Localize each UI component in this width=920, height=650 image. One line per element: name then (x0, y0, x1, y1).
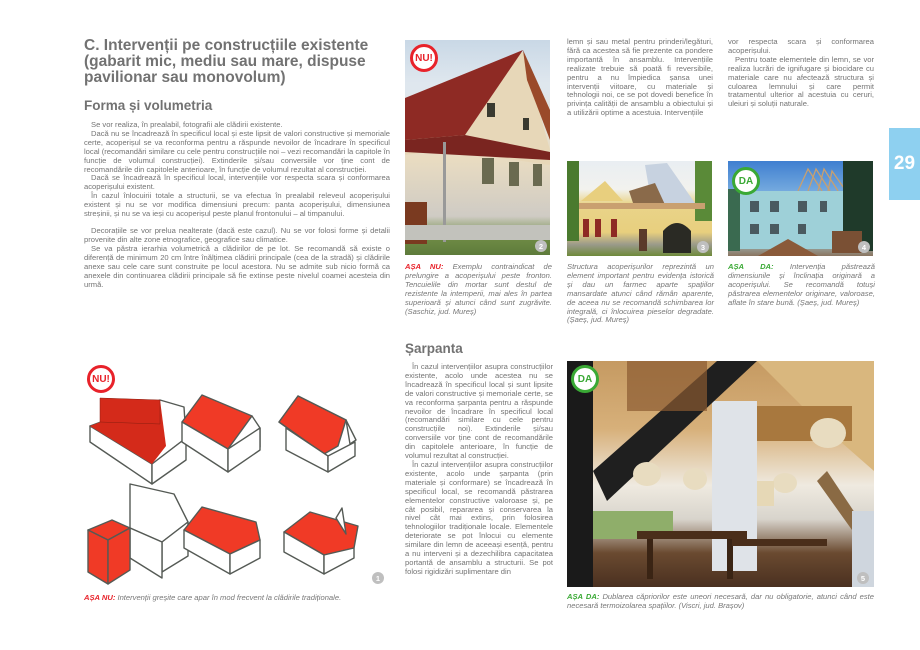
paragraph: Dacă se încadrează în specificul local, intervențiile vor respecta scara și conformarea acoperișului existent. (84, 173, 390, 192)
section-heading-sarpanta: Șarpanta (405, 341, 463, 356)
interior-illustration (567, 361, 874, 587)
figure-number: 3 (697, 241, 709, 253)
caption-text: Structura acoperișurilor reprezintă un element important pentru evidența istorică și dau un farmec aparte spațiilor mansardate atunci când rămân aparente, de aceea nu se recomandă schimbarea lor integrală, ci înlocuirea pieselor degradate. (Șaeș, jud. Mureș) (567, 262, 714, 325)
figure-4-caption (728, 263, 875, 308)
section-sarpanta-text (405, 363, 553, 577)
paragraph: lemn și sau metal pentru prinderi/legături, fără ca acestea să fie prezente ca pondere importantă în ansamblu. Intervențiile realizate trebuie să poată fi reversibile, pentru a nu împiedica șansa unei intervenții viitoare, cu materiale și tehnologii noi, ce se pot dovedi benefice în privința calității de ansamblu a obiectului și a utilizării optime a acestuia. Intervențiile (567, 37, 713, 118)
nu-badge: NU! (410, 44, 438, 72)
figure-2-photo (405, 40, 550, 255)
figure-number: 4 (858, 241, 870, 253)
section-forma-text (84, 121, 390, 290)
caption-label-nu: AȘA NU: (405, 262, 444, 271)
paragraph: În cazul intervențiilor asupra construcțiilor existente, acolo unde șarpanta (prin materiale și conformare) se încadrează în specificul local, se recomandă păstrarea elementelor constructive valoroase și, pe cât posibil, repararea și conservarea la nivel cât mai extins, prin folosirea tehnologiilor tradiționale locale. Elementele deteriorate se pot înlocui cu elemente similare din lemn de aceeași esență, pentru a nu interveni și a dezechilibra capacitatea portantă de ansamblu a structurii. Se pot folosi rigidizări suplimentare din (405, 459, 553, 576)
caption-text: Intervenții greșite care apar în mod frecvent la clădirile tradiționale. (115, 593, 342, 602)
caption-label-nu: AȘA NU: (84, 593, 116, 602)
paragraph: Pentru toate elementele din lemn, se vor realiza lucrări de ignifugare și biocidare cu materiale care nu afectează structura și culoarea lemnului și care permit tratamentul ulterior al acestuia cu ceruri, uleiuri și soluții naturale. (728, 54, 874, 109)
house-illustration (405, 40, 550, 255)
paragraph: Dacă nu se încadrează în specificul local și este lipsit de valori constructive și memoriale certe, acoperișul se va reconforma pentru a răspunde nevoilor de încadrare în specificul local (recomandări similare cu cele pentru construcțiile noi – vezi recomandări la capitole în funcție de volumul construcției). Extinderile și/sau conversiile vor ține cont de recomandările din capitolele anterioare, în funcție de volumul rezultat al construcției. (84, 128, 391, 174)
da-badge: DA (571, 365, 599, 393)
paragraph: Decorațiile se vor prelua nealterate (dacă este cazul). Nu se vor folosi forme și detalii provenite din alte zone etnografice, geografice sau climatice. (84, 226, 390, 245)
paragraph: În cazul înlocuirii totale a structurii, se va efectua în prealabil releveul acoperișului existent și nu se vor modifica dimensiuni precum: panta acoperișului, dimensiunea streșinii, și nu se va ieși cu acoperișul peste planul frontonului – al timpanului. (84, 191, 390, 219)
column-4-text (728, 38, 874, 109)
figure-3-caption (567, 263, 714, 325)
paragraph: Se vor realiza, în prealabil, fotografii ale clădirii existente. (91, 120, 283, 129)
caption-label-da: AȘA DA: (728, 262, 774, 271)
house-renovation-illustration (567, 161, 712, 256)
roof-diagram-illustration (84, 362, 390, 587)
section-heading-forma: Forma și volumetria (84, 98, 213, 113)
figure-number: 1 (372, 572, 384, 584)
page-number-tab: 29 (889, 128, 920, 200)
caption-text: Exemplu contraindicat de prelungire a acoperișului peste fronton. Tencuielile din mortar sunt destul de rezistente la intemperii, mai ales în partea superioară și atunci când sunt zugrăvite. (Saschiz, jud. Mureș) (405, 262, 552, 316)
figure-1-caption (84, 594, 394, 603)
paragraph: vor respecta scara și conformarea acoperișului. (728, 37, 874, 55)
caption-text: Dublarea căpriorilor este uneori necesară, dar nu obligatorie, atunci când este necesară termoizolarea spațiilor. (Viscri, jud. Brașov) (567, 592, 874, 610)
column-3-text (567, 38, 713, 118)
figure-5-caption (567, 593, 874, 611)
figure-4-photo (728, 161, 873, 256)
page-title: C. Intervenții pe construcțiile existente (gabarit mic, mediu sau mare, dispuse pavilionar sau monovolum) (84, 37, 369, 86)
figure-3-photo (567, 161, 712, 256)
figure-1-roof-diagrams (84, 362, 390, 587)
paragraph: Se va păstra ierarhia volumetrică a clădirilor de pe lot. Se recomandă să existe o diferență de minimum 20 cm între înălțimea clădirii principale (cea de la stradă) și clădirile anexe sau cele care sunt construite pe locul acestora. Nu se admite sub nicio formă ca anexele din continuarea clădirii principale să fie extinse peste nivelul coamei acesteia din urmă. (84, 244, 390, 289)
figure-5-photo (567, 361, 874, 587)
figure-number: 2 (535, 240, 547, 252)
figure-2-caption (405, 263, 552, 316)
paragraph: În cazul intervențiilor asupra construcțiilor existente, acolo unde acestea nu se încadrează în specificul local și sunt lipsite de valori constructive și memoriale certe, se va reconforma șarpanta pentru a răspunde nevoilor de încadrare în specificul local (recomandări similare cu cele pentru construcțiile noi). Extinderile și/sau conversiile vor ține cont de recomandările din capitolele anterioare, în funcție de volumul rezultat al construcției. (405, 362, 553, 461)
nu-badge: NU! (87, 365, 115, 393)
da-badge: DA (732, 167, 760, 195)
caption-label-da: AȘA DA: (567, 592, 600, 601)
caption-text: Intervenția păstrează dimensiunile și înclinația originară a acoperișului. Se recomandă totuși păstrarea elementelor originare, valoroase, aflate în stare bună. (Șaeș, jud. Mureș) (728, 262, 875, 307)
figure-number: 5 (857, 572, 869, 584)
